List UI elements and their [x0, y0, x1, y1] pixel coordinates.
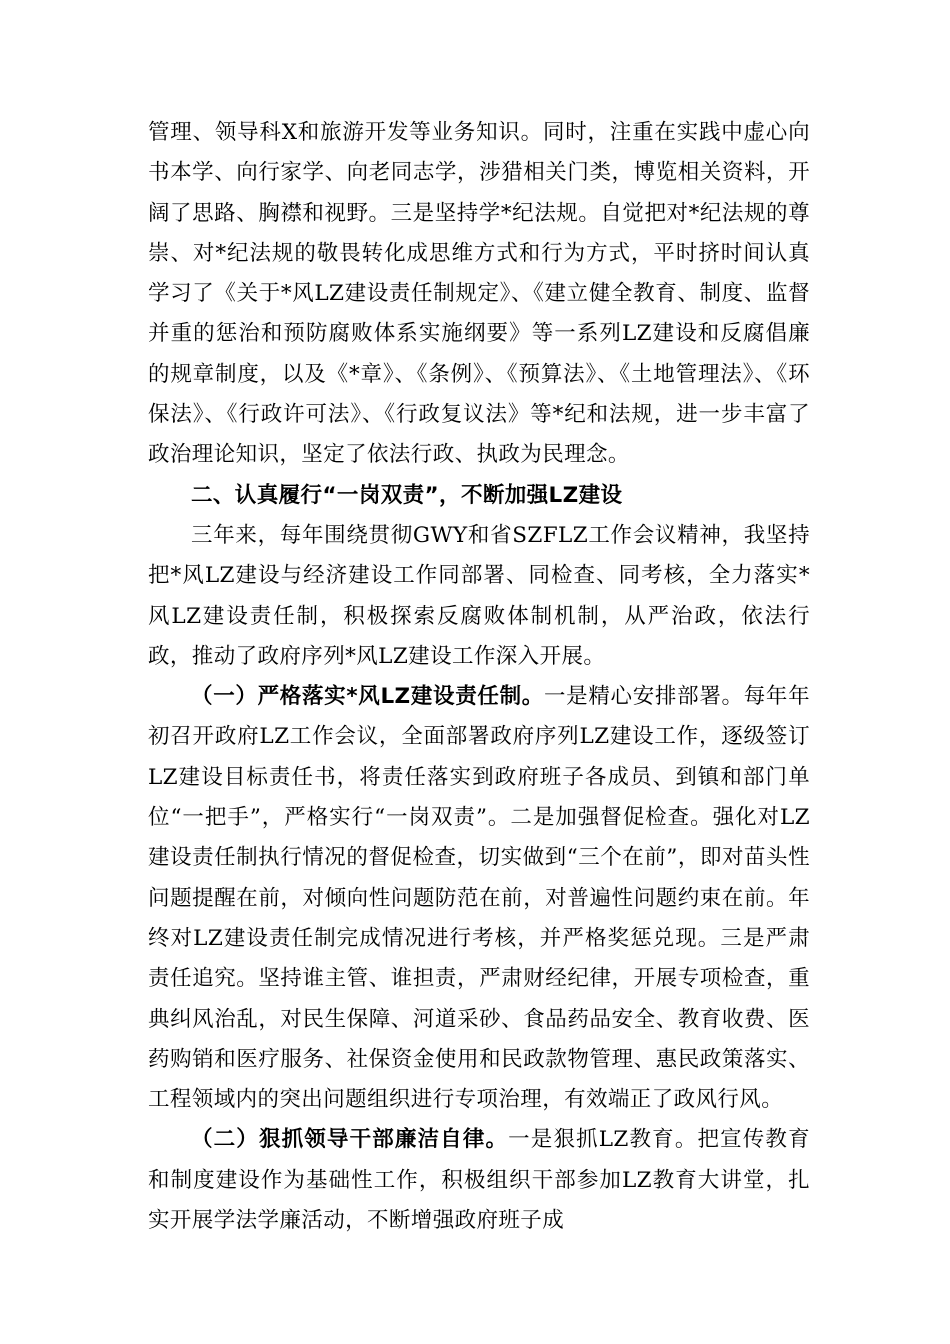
paragraph-self-discipline [148, 1120, 810, 1241]
document-page [148, 113, 810, 1241]
subsection-lead-one: （一）严格落实*风LZ建设责任制。 [191, 684, 544, 710]
section-heading-two: 二、认真履行“一岗双责”，不断加强LZ建设 [191, 482, 623, 508]
subsection-lead-two: （二）狠抓领导干部廉洁自律。 [191, 1127, 509, 1153]
paragraph-responsibility-system [148, 677, 810, 1120]
paragraph-three-years: 三年来，每年围绕贯彻GWY和省SZFLZ工作会议精神，我坚持把*风LZ建设与经济建设工作同部署、同检查、同考核，全力落实*风LZ建设责任制，积极探索反腐败体制机制，从严治政，依法行政，推动了政府序列*风LZ建设工作深入开展。 [148, 522, 810, 669]
paragraph-study-regulations: 管理、领导科X和旅游开发等业务知识。同时，注重在实践中虚心向书本学、向行家学、向老同志学，涉猎相关门类，博览相关资料，开阔了思路、胸襟和视野。三是坚持学*纪法规。自觉把对*纪法规的尊崇、对*纪法规的敬畏转化成思维方式和行为方式，平时挤时间认真学习了《关于*风LZ建设责任制规定》、《建立健全教育、制度、监督并重的惩治和预防腐败体系实施纲要》等一系列LZ建设和反腐倡廉的规章制度，以及《*章》、《条例》、《预算法》、《土地管理法》、《环保法》、《行政许可法》、《行政复议法》等*纪和法规，进一步丰富了政治理论知识，坚定了依法行政、执政为民理念。 [148, 120, 810, 468]
subsection-body-two: 一是狠抓LZ教育。把宣传教育和制度建设作为基础性工作，积极组织干部参加LZ教育大讲堂，扎实开展学法学廉活动，不断增强政府班子成 [148, 1127, 810, 1234]
subsection-body-one: 一是精心安排部署。每年年初召开政府LZ工作会议，全面部署政府序列LZ建设工作，逐级签订LZ建设目标责任书，将责任落实到政府班子各成员、到镇和部门单位“一把手”，严格实行“一岗双责”。二是加强督促检查。强化对LZ建设责任制执行情况的督促检查，切实做到“三个在前”，即对苗头性问题提醒在前，对倾向性问题防范在前，对普遍性问题约束在前。年终对LZ建设责任制完成情况进行考核，并严格奖惩兑现。三是严肃责任追究。坚持谁主管、谁担责，严肃财经纪律，开展专项检查，重典纠风治乱，对民生保障、河道采砂、食品药品安全、教育收费、医药购销和医疗服务、社保资金使用和民政款物管理、惠民政策落实、工程领域内的突出问题组织进行专项治理，有效端正了政风行风。 [148, 684, 810, 1113]
